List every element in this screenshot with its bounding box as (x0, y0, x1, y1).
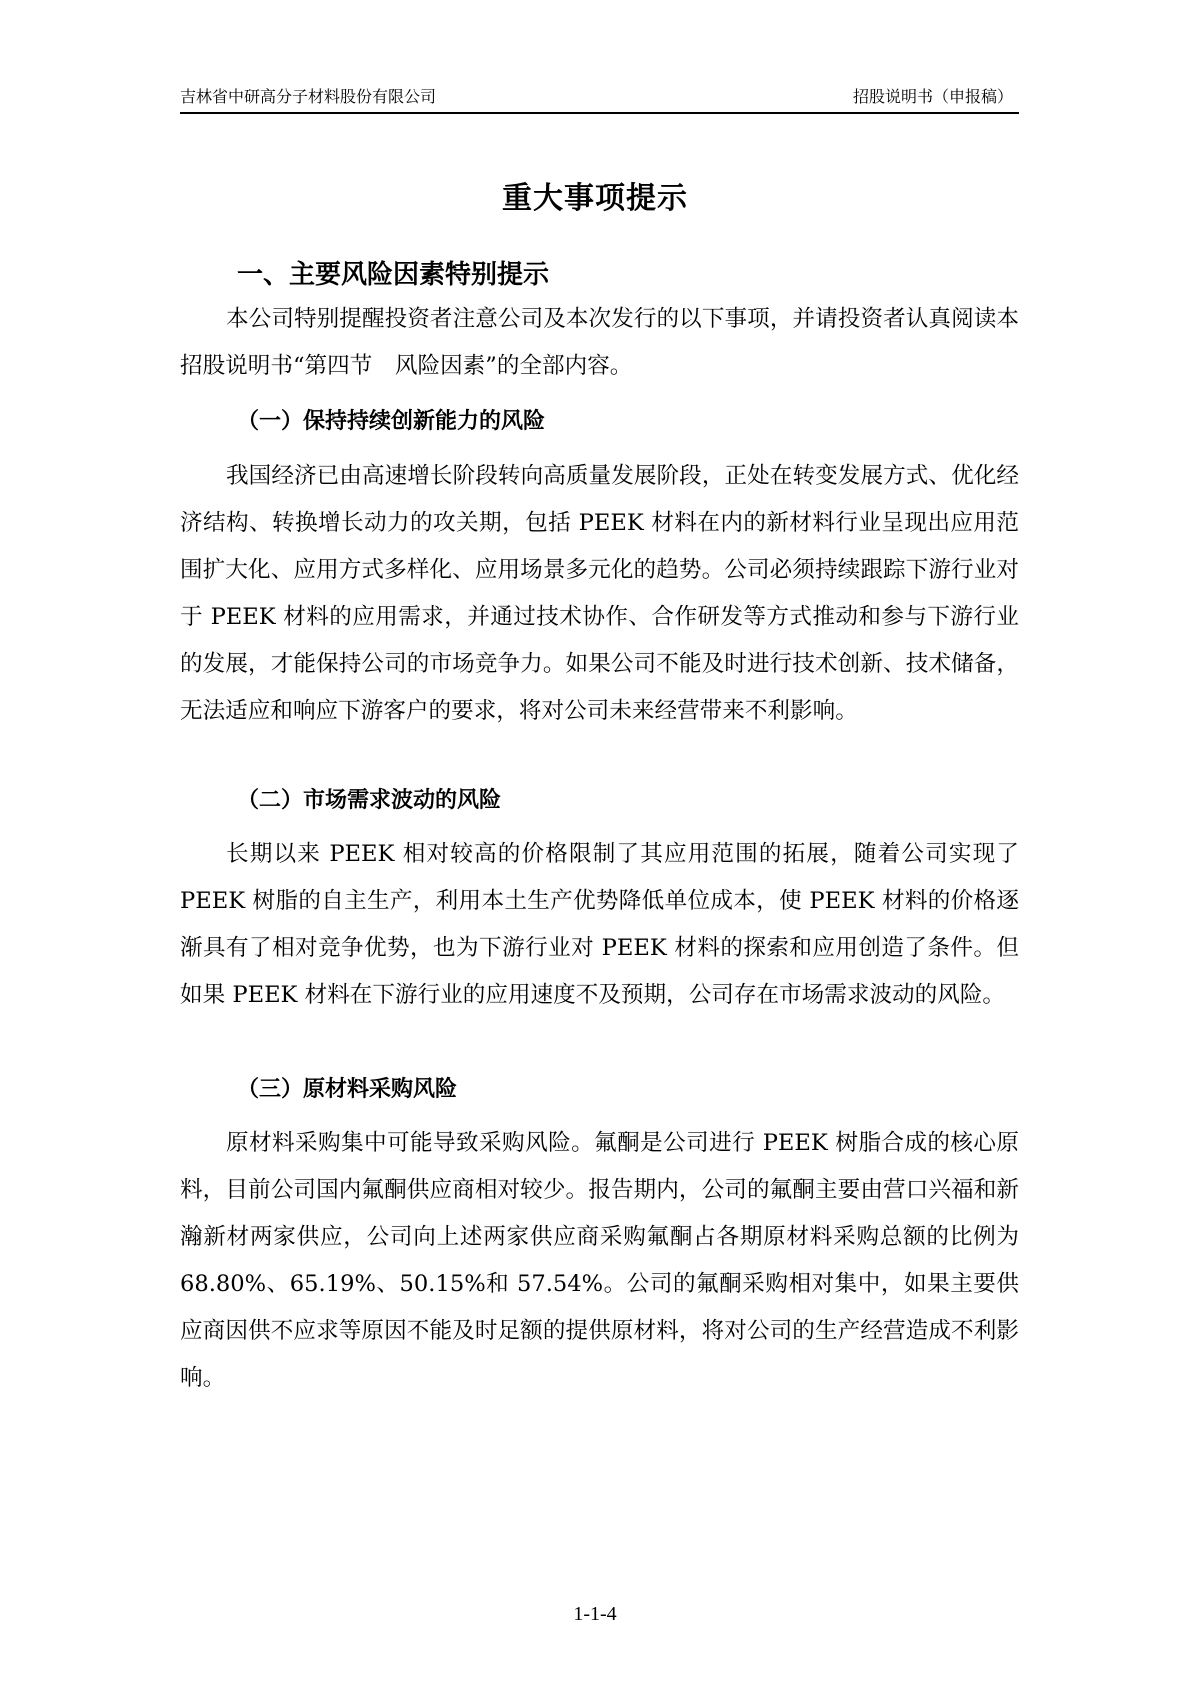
page-header (180, 84, 1019, 114)
paragraph-innovation-risk: 我国经济已由高速增长阶段转向高质量发展阶段，正处在转变发展方式、优化经济结构、转换增长动力的攻关期，包括 PEEK 材料在内的新材料行业呈现出应用范围扩大化、应用方式多样化、应用场景多元化的趋势。公司必须持续跟踪下游行业对于 PEEK 材料的应用需求，并通过技术协作、合作研发等方式推动和参与下游行业的发展，才能保持公司的市场竞争力。如果公司不能及时进行技术创新、技术储备，无法适应和响应下游客户的要求，将对公司未来经营带来不利影响。 (180, 463, 1019, 724)
header-company-name: 吉林省中研高分子材料股份有限公司 (180, 87, 437, 106)
subsection-heading-demand-risk: （二）市场需求波动的风险 (237, 788, 502, 813)
paragraph-procurement-risk: 原材料采购集中可能导致采购风险。氟酮是公司进行 PEEK 树脂合成的核心原料，目前公司国内氟酮供应商相对较少。报告期内，公司的氟酮主要由营口兴福和新瀚新材两家供应，公司向上述两家供应商采购氟酮占各期原材料采购总额的比例为 68.80%、65.19%、50.15%和 57.54%。公司的氟酮采购相对集中，如果主要供应商因供不应求等原因不能及时足额的提供原材料，将对公司的生产经营造成不利影响。 (180, 1130, 1019, 1391)
page-number: 1-1-4 (573, 1603, 617, 1625)
subsection-heading-innovation-risk: （一）保持持续创新能力的风险 (237, 409, 546, 434)
section-heading-main-risks: 一、主要风险因素特别提示 (237, 260, 550, 290)
subsection-heading-procurement-risk: （三）原材料采购风险 (237, 1077, 458, 1102)
paragraph-demand-risk: 长期以来 PEEK 相对较高的价格限制了其应用范围的拓展，随着公司实现了 PEEK 树脂的自主生产，利用本土生产优势降低单位成本，使 PEEK 材料的价格逐渐具有了相对竞争优势，也为下游行业对 PEEK 材料的探索和应用创造了条件。但如果 PEEK 材料在下游行业的应用速度不及预期，公司存在市场需求波动的风险。 (180, 841, 1019, 1008)
document-title: 重大事项提示 (502, 181, 688, 216)
intro-paragraph: 本公司特别提醒投资者注意公司及本次发行的以下事项，并请投资者认真阅读本招股说明书“第四节 风险因素”的全部内容。 (180, 306, 1019, 379)
header-document-type: 招股说明书（申报稿） (852, 87, 1013, 106)
